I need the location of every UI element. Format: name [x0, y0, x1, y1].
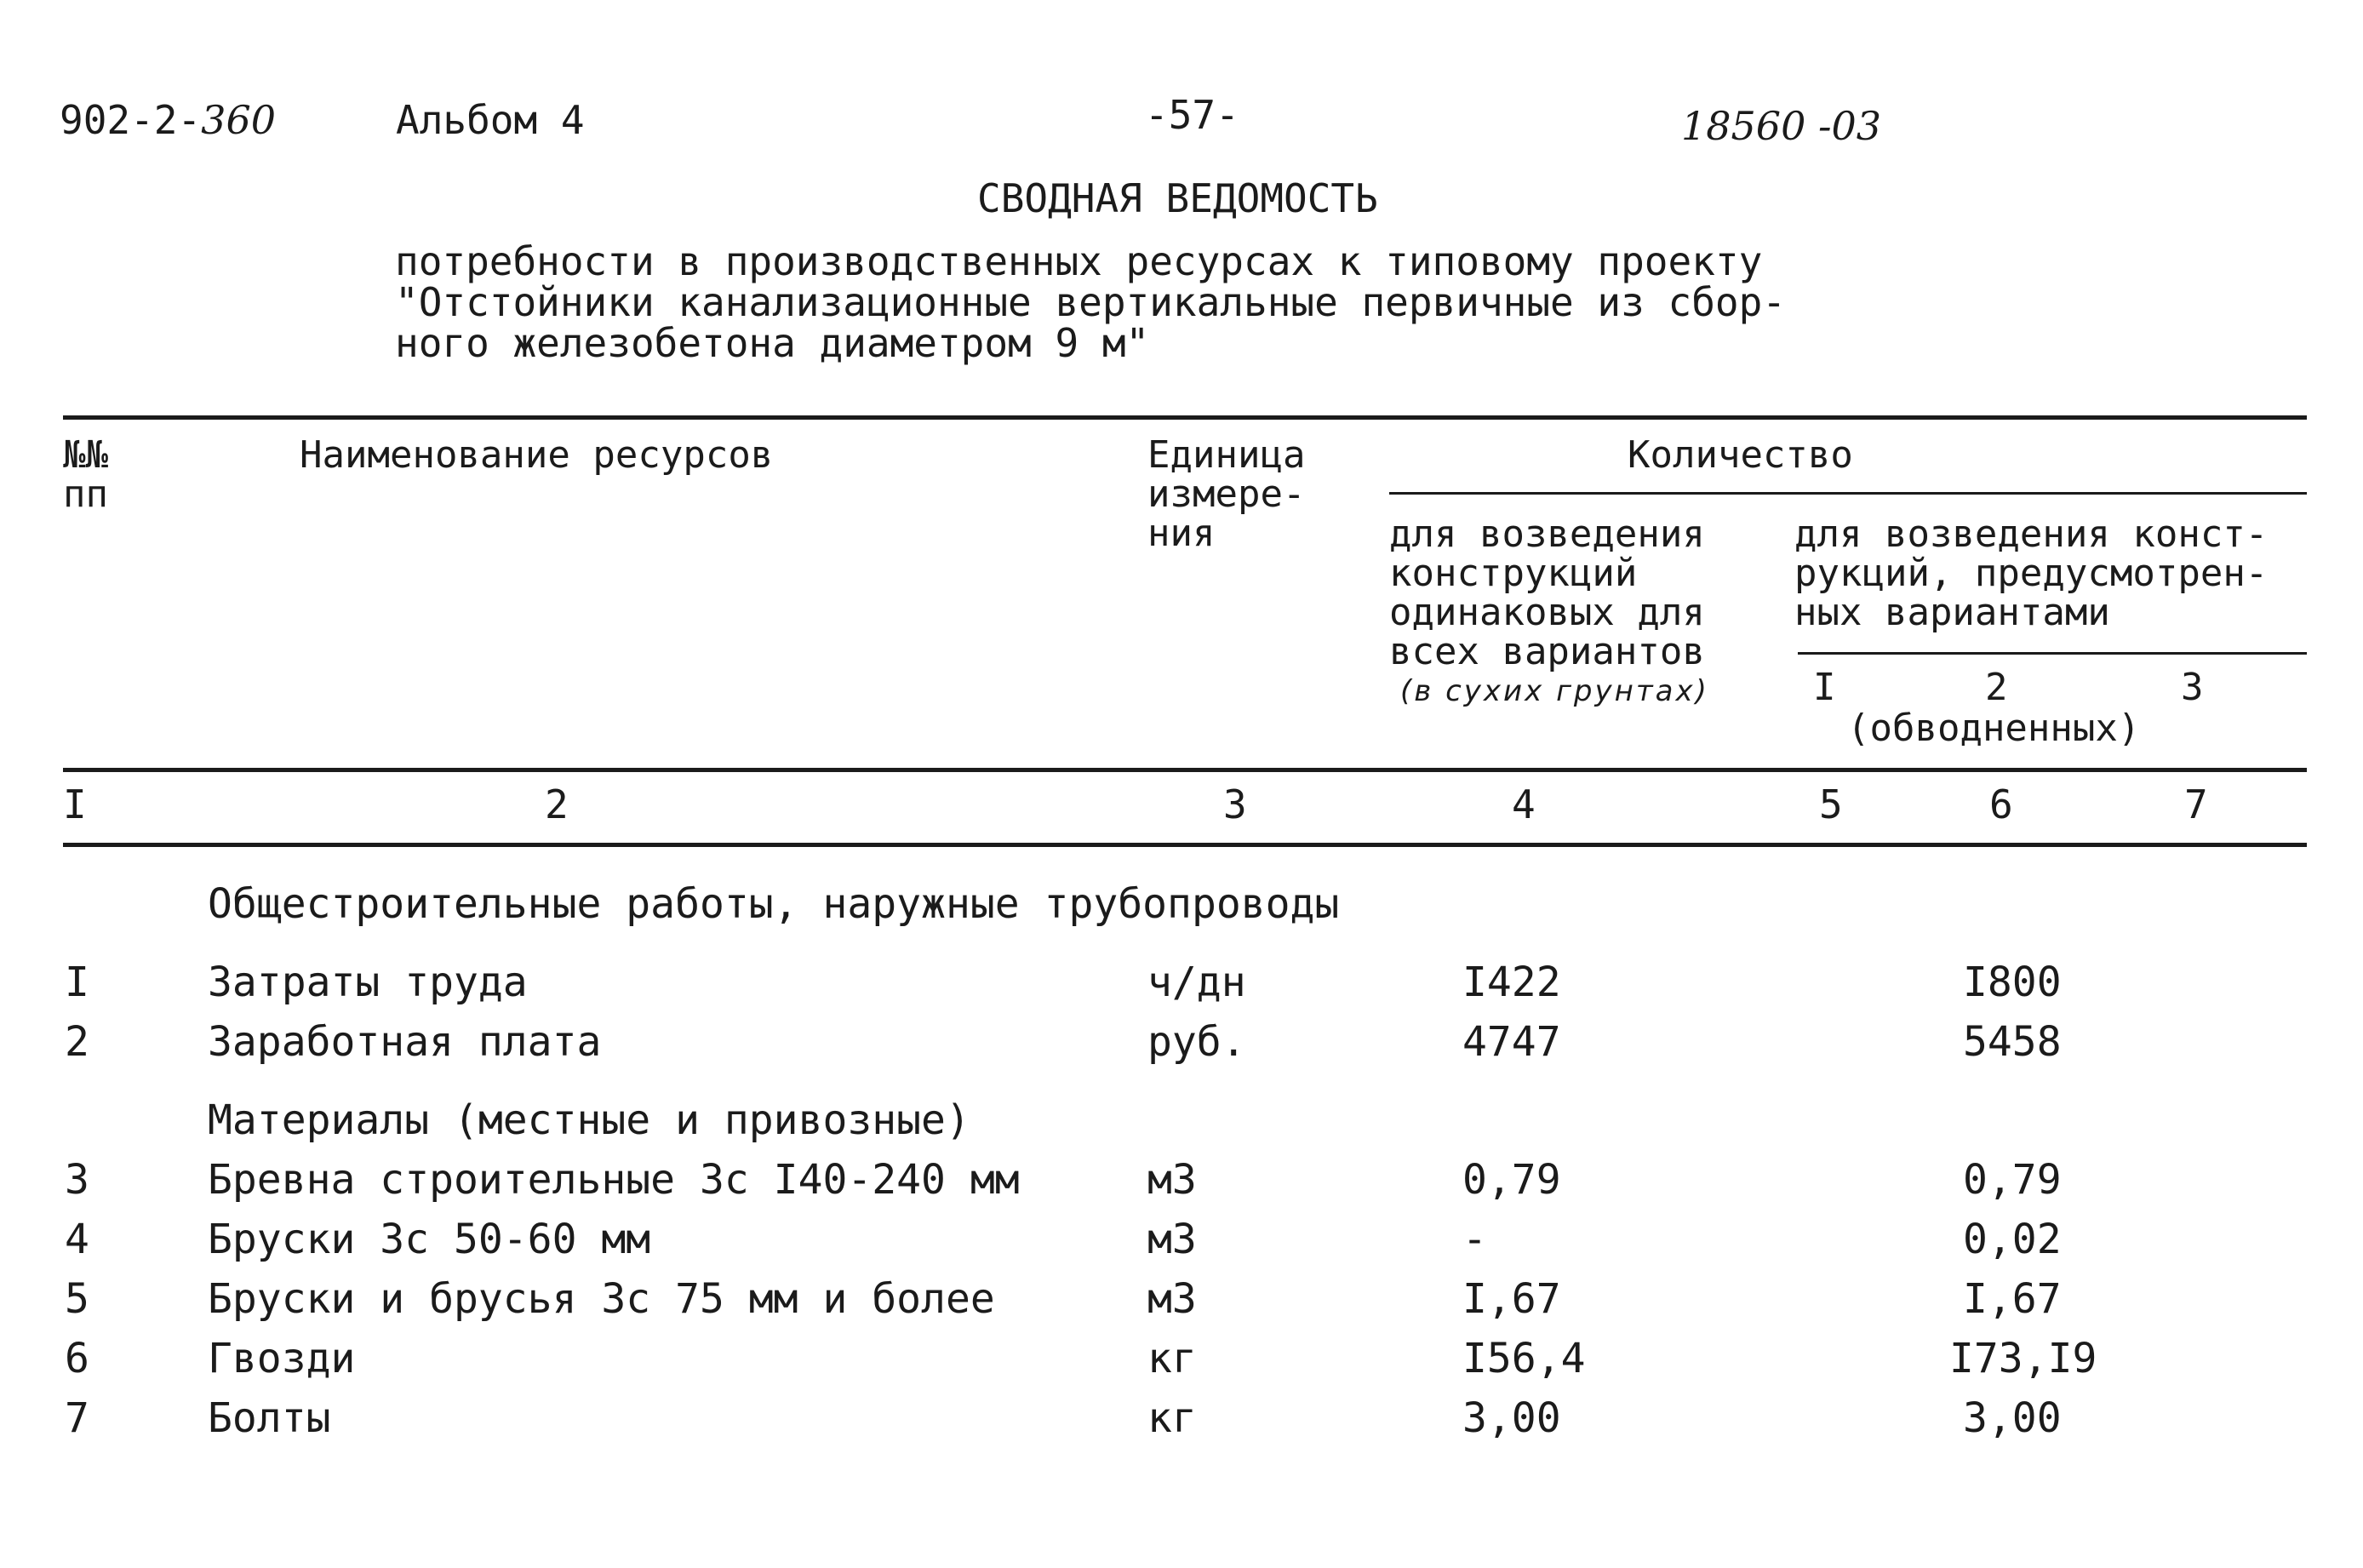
row-variant: 0,79: [1963, 1156, 2062, 1204]
column-number: 3: [1223, 781, 1247, 827]
row-name: Гвозди: [208, 1335, 356, 1382]
row-common: -: [1462, 1216, 1487, 1263]
header-variant-1: I: [1813, 666, 1836, 709]
quantity-header-rule: [1389, 492, 2307, 495]
row-name: Затраты труда: [208, 959, 528, 1006]
row-num: 7: [65, 1394, 89, 1442]
row-variant: I800: [1963, 959, 2062, 1006]
row-name: Бруски и брусья 3с 75 мм и более: [208, 1275, 995, 1323]
header-variants: для возведения конст- рукций, предусмотрен- ных вариантами: [1794, 512, 2269, 634]
table-top-rule: [63, 415, 2307, 420]
row-common: 0,79: [1462, 1156, 1561, 1204]
page-number: -57-: [1145, 92, 1239, 138]
row-num: 6: [65, 1335, 89, 1382]
row-variant: 3,00: [1963, 1394, 2062, 1442]
row-unit: кг: [1147, 1394, 1197, 1442]
column-number: 7: [2184, 781, 2208, 827]
variants-header-rule: [1798, 652, 2307, 655]
header-quantity: Количество: [1628, 433, 1853, 477]
row-common: I422: [1462, 959, 1561, 1006]
row-common: 3,00: [1462, 1394, 1561, 1442]
header-common: для возведения конструкций одинаковых для всех вариантов: [1389, 512, 1705, 673]
row-common: I,67: [1462, 1275, 1561, 1323]
document-subtitle: потребности в производственных ресурсах к типовому проекту "Отстойники канализационные вертикальные первичные из сбор- ного железобетона диаметром 9 м": [395, 238, 1786, 366]
row-unit: м3: [1147, 1216, 1197, 1263]
section-heading: Материалы (местные и привозные): [208, 1096, 970, 1144]
row-name: Заработная плата: [208, 1018, 602, 1066]
row-unit: м3: [1147, 1156, 1197, 1204]
row-common: I56,4: [1462, 1335, 1586, 1382]
header-variants-note: (обводненных): [1847, 707, 2141, 750]
row-variant: 0,02: [1963, 1216, 2062, 1263]
row-num: 2: [65, 1018, 89, 1066]
row-num: 5: [65, 1275, 89, 1323]
header-variant-2: 2: [1985, 666, 2008, 709]
header-num: №№ пп: [63, 433, 108, 516]
row-name: Бревна строительные 3с I40-240 мм: [208, 1156, 1020, 1204]
row-unit: кг: [1147, 1335, 1197, 1382]
row-num: 3: [65, 1156, 89, 1204]
project-code: [60, 97, 276, 143]
column-numbers-rule: [63, 843, 2307, 847]
row-variant: I,67: [1963, 1275, 2062, 1323]
column-number: I: [63, 781, 87, 827]
header-common-note: (в сухих грунтах): [1400, 674, 1709, 708]
row-unit: руб.: [1147, 1018, 1246, 1066]
row-variant: 5458: [1963, 1018, 2062, 1066]
project-code-suffix: 360: [201, 97, 276, 143]
column-number: 5: [1819, 781, 1843, 827]
column-number: 4: [1512, 781, 1536, 827]
row-num: I: [65, 959, 89, 1006]
row-name: Болты: [208, 1394, 331, 1442]
row-unit: м3: [1147, 1275, 1197, 1323]
column-number: 6: [1989, 781, 2013, 827]
row-unit: ч/дн: [1147, 959, 1246, 1006]
row-variant: I73,I9: [1949, 1335, 2097, 1382]
row-common: 4747: [1462, 1018, 1561, 1066]
album-label: Альбом 4: [396, 97, 585, 143]
row-name: Бруски 3с 50-60 мм: [208, 1216, 651, 1263]
header-unit: Единица измере- ния: [1147, 433, 1306, 555]
column-number: 2: [545, 781, 569, 827]
document-title: СВОДНАЯ ВЕДОМОСТЬ: [977, 175, 1378, 221]
project-code-prefix: 902-2-: [60, 97, 202, 143]
header-variant-3: 3: [2181, 666, 2204, 709]
header-name: Наименование ресурсов: [300, 433, 774, 477]
header-bottom-rule: [63, 768, 2307, 772]
row-num: 4: [65, 1216, 89, 1263]
doc-number: 18560 -03: [1681, 103, 1882, 149]
section-heading: Общестроительные работы, наружные трубопроводы: [208, 880, 1340, 928]
